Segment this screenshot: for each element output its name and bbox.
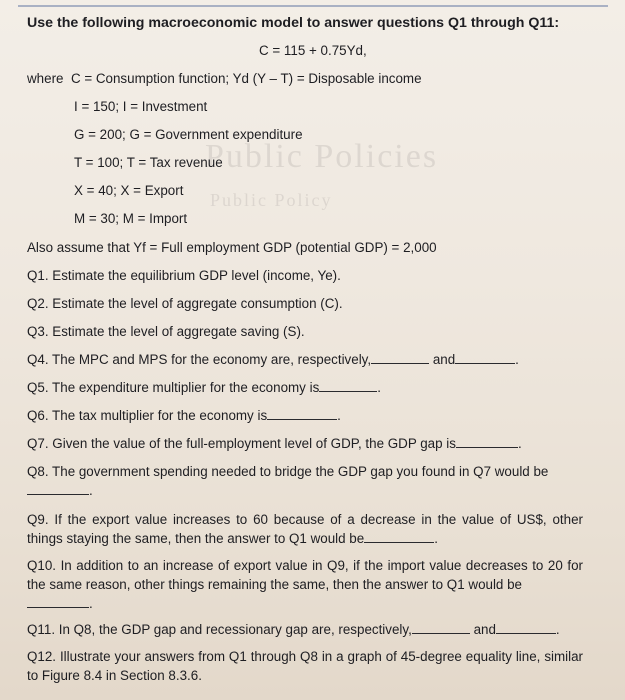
question-q5-text: Q5. The expenditure multiplier for the economy is xyxy=(27,380,320,395)
answer-blank xyxy=(27,595,89,608)
period: . xyxy=(517,436,522,451)
question-q4 xyxy=(27,351,519,369)
question-q6 xyxy=(27,407,341,425)
where-definition: C = Consumption function; Yd (Y – T) = Disposable income xyxy=(70,71,422,86)
assumption-line: Also assume that Yf = Full employment GDP (potential GDP) = 2,000 xyxy=(27,240,437,255)
question-q7 xyxy=(27,435,522,453)
question-q8-text: Q8. The government spending needed to bridge the GDP gap you found in Q7 would be xyxy=(27,464,549,479)
question-q5 xyxy=(27,379,381,397)
watermark-text: Public Policies xyxy=(205,138,439,175)
period: . xyxy=(377,380,381,395)
answer-blank xyxy=(267,407,337,420)
export-def: X = 40; X = Export xyxy=(74,183,184,198)
question-q10 xyxy=(27,556,583,613)
period: . xyxy=(89,483,93,498)
question-q6-text: Q6. The tax multiplier for the economy is xyxy=(27,408,268,423)
investment-def: I = 150; I = Investment xyxy=(74,99,208,114)
question-q11-and: and xyxy=(473,622,496,637)
period: . xyxy=(515,352,519,367)
question-q8 xyxy=(27,462,583,500)
answer-blank xyxy=(364,530,434,543)
answer-blank xyxy=(455,351,515,364)
tax-def: T = 100; T = Tax revenue xyxy=(74,155,223,170)
consumption-equation: C = 115 + 0.75Yd, xyxy=(259,43,367,58)
answer-blank xyxy=(319,379,377,392)
period: . xyxy=(337,408,341,423)
question-q9 xyxy=(27,510,583,548)
question-q9-text: Q9. If the export value increases to 60 because of a decrease in the value of US$, other things staying the same, then the answer to Q1 would be xyxy=(27,512,583,546)
question-q4-and: and xyxy=(432,352,456,367)
period: . xyxy=(434,531,438,546)
watermark-text-small: Public Policy xyxy=(210,190,333,210)
answer-blank xyxy=(456,435,518,448)
top-rule xyxy=(18,5,608,7)
period: . xyxy=(555,622,560,637)
period: . xyxy=(89,596,93,611)
answer-blank xyxy=(371,351,429,364)
question-q11-text: Q11. In Q8, the GDP gap and recessionary gap are, respectively, xyxy=(27,622,412,637)
answer-blank xyxy=(27,482,89,495)
where-label: where xyxy=(27,71,64,86)
question-q1: Q1. Estimate the equilibrium GDP level (income, Ye). xyxy=(27,268,341,283)
intro-heading: Use the following macroeconomic model to answer questions Q1 through Q11: xyxy=(27,15,560,31)
question-q4-text: Q4. The MPC and MPS for the economy are, respectively, xyxy=(27,352,372,367)
question-q2: Q2. Estimate the level of aggregate consumption (C). xyxy=(27,296,343,311)
import-def: M = 30; M = Import xyxy=(74,211,188,226)
question-q7-text: Q7. Given the value of the full-employment level of GDP, the GDP gap is xyxy=(27,436,456,451)
question-q11 xyxy=(27,621,560,639)
answer-blank xyxy=(496,621,556,634)
government-def: G = 200; G = Government expenditure xyxy=(74,127,303,142)
question-q10-text: Q10. In addition to an increase of export value in Q9, if the import value decreases to 20 for the same reason, other things remaining the same, then the answer to Q1 would be xyxy=(27,558,583,592)
question-q12: Q12. Illustrate your answers from Q1 through Q8 in a graph of 45-degree equality line, similar to Figure 8.4 in Section 8.3.6. xyxy=(27,649,583,683)
where-line xyxy=(27,70,422,88)
answer-blank xyxy=(412,621,470,634)
question-q3: Q3. Estimate the level of aggregate saving (S). xyxy=(27,324,305,339)
